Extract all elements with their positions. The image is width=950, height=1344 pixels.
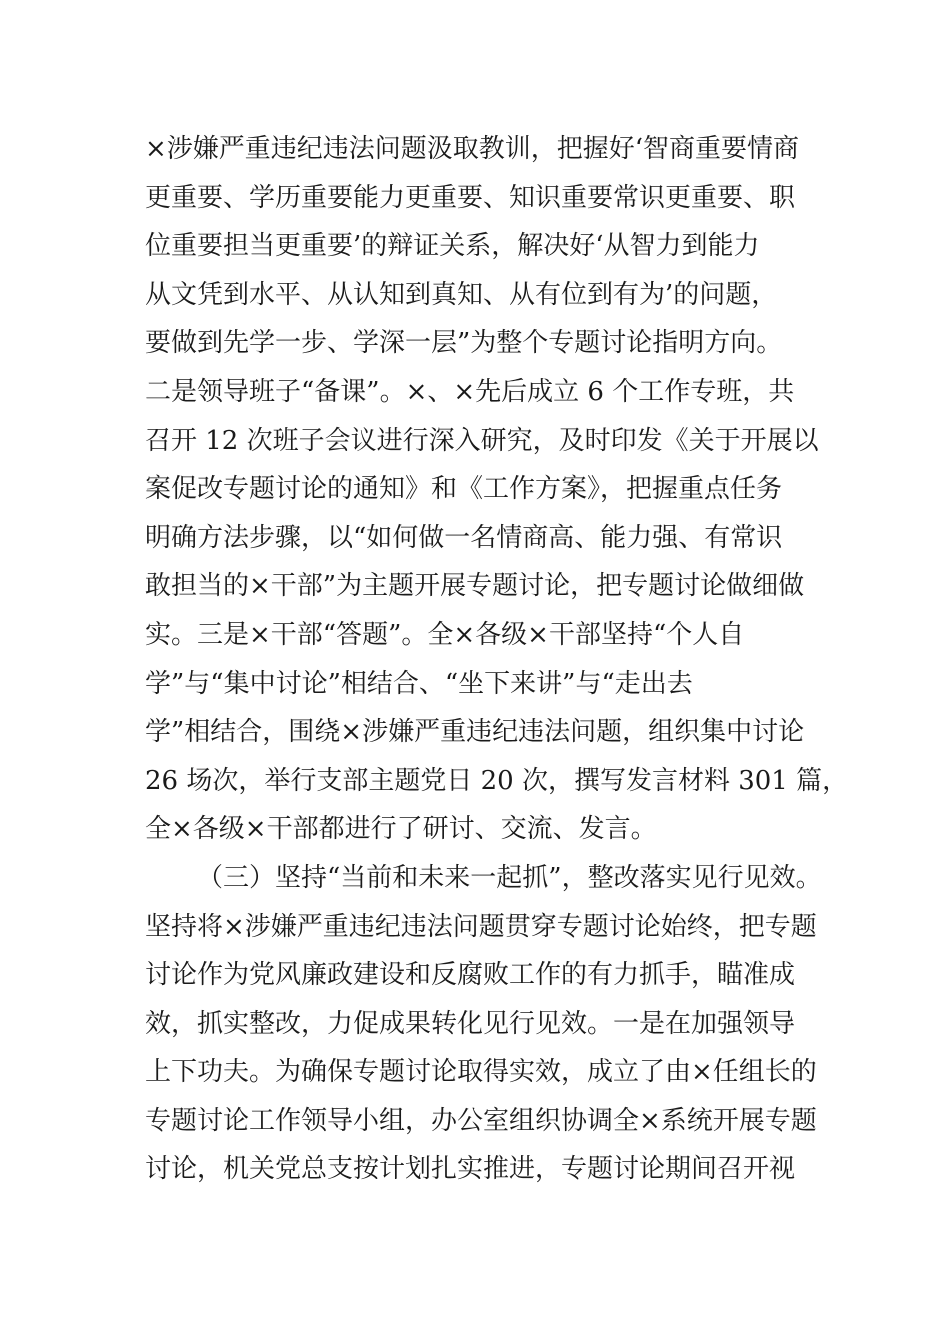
text-line: 案促改专题讨论的通知》和《工作方案》，把握重点任务: [145, 474, 783, 505]
text-line: ×涉嫌严重违纪违法问题汲取教训，把握好‘智商重要情商: [145, 134, 800, 164]
text-line: 全×各级×干部都进行了研讨、交流、发言。: [145, 814, 657, 845]
text-line: 敢担当的×干部”为主题开展专题讨论，把专题讨论做细做: [145, 571, 805, 602]
text-line: 上下功夫。为确保专题讨论取得实效，成立了由×任组长的: [145, 1057, 817, 1088]
section-heading-line: （三）坚持“当前和未来一起抓”，整改落实见行见效。: [197, 862, 822, 893]
text-line: 召开 12 次班子会议进行深入研究，及时印发《关于开展以: [145, 425, 819, 456]
text-line: 效，抓实整改，力促成果转化见行见效。一是在加强领导: [145, 1008, 796, 1039]
text-line: 位重要担当更重要’的辩证关系，解决好‘从智力到能力: [145, 231, 760, 262]
text-line: 专题讨论工作领导小组，办公室组织协调全×系统开展专题: [145, 1105, 817, 1136]
text-line: 26 场次，举行支部主题党日 20 次，撰写发言材料 301 篇，: [145, 765, 849, 796]
text-line: 从文凭到水平、从认知到真知、从有位到有为’的问题，: [145, 279, 778, 310]
text-line: 实。三是×干部“答题”。全×各级×干部坚持“个人自: [145, 619, 745, 650]
text-line: 更重要、学历重要能力更重要、知识重要常识更重要、职: [145, 182, 796, 213]
text-line: 二是领导班子“备课”。×、×先后成立 6 个工作专班，共: [145, 376, 795, 407]
text-line: 讨论作为党风廉政建设和反腐败工作的有力抓手，瞄准成: [145, 960, 796, 991]
text-line: 讨论，机关党总支按计划扎实推进，专题讨论期间召开视: [145, 1154, 796, 1185]
text-line: 要做到先学一步、学深一层”为整个专题讨论指明方向。: [145, 328, 783, 359]
text-line: 坚持将×涉嫌严重违纪违法问题贯穿专题讨论始终，把专题: [145, 911, 817, 942]
body-text: [145, 125, 849, 1194]
text-line: 学”相结合，围绕×涉嫌严重违纪违法问题，组织集中讨论: [145, 717, 805, 748]
text-line: 学”与“集中讨论”相结合、“坐下来讲”与“走出去: [145, 668, 693, 699]
text-line: 明确方法步骤，以“如何做一名情商高、能力强、有常识: [145, 522, 783, 553]
